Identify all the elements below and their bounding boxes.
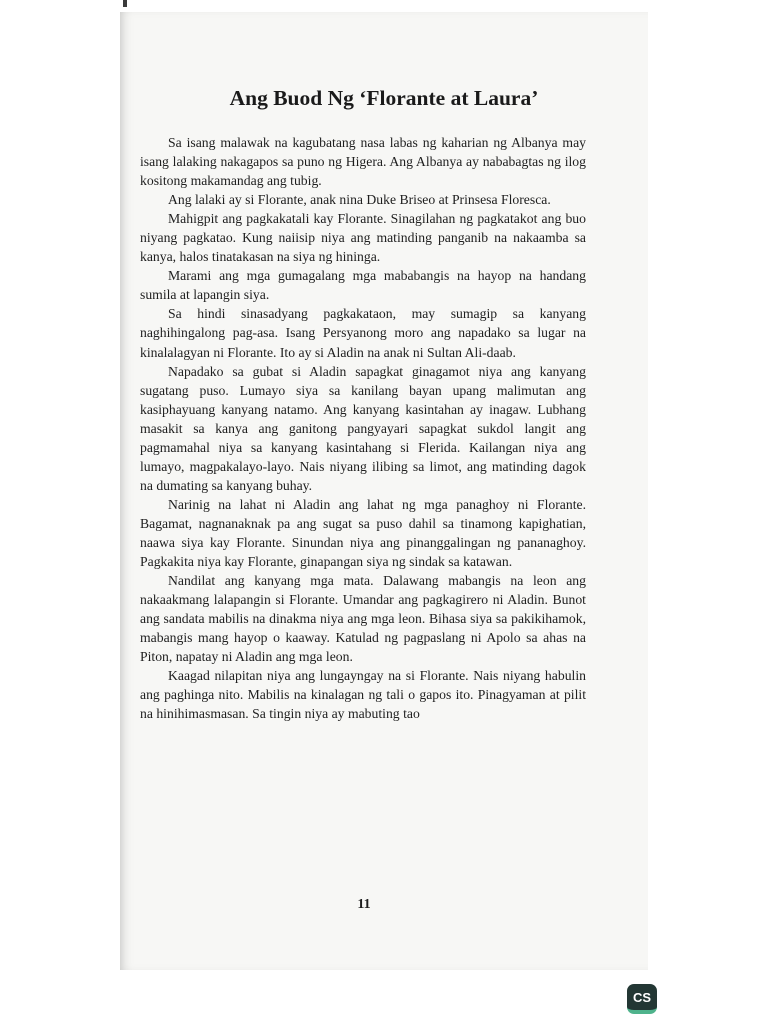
paragraph: Napadako sa gubat si Aladin sapagkat ginagamot niya ang kanyang sugatang puso. Lumayo siya sa kanilang bayan upang malimutan ang kasiphayuang kanyang natamo. Ang kanyang kasintahan ay inagaw. Lubhang masakit sa kanya ang ganitong pangyayari sapagkat sukdol langit ang pagmamahal niya sa kanyang kasintahang si Flerida. Kailangan niya ang lumayo, magpakalayo-layo. Nais niyang ilibing sa limot, ang matinding dagok na dumating sa kanyang buhay.: [140, 363, 586, 493]
paragraph: Narinig na lahat ni Aladin ang lahat ng mga panaghoy ni Florante. Bagamat, nagnanaknak pa ang sugat sa puso dahil sa tinamong kapighatian, naawa siya kay Florante. Sinundan niya ang pinanggalingan ng pananaghoy. Pagkakita niya kay Florante, ginapangan siya ng sindak sa katawan.: [140, 496, 586, 570]
camscanner-logo-icon: CS: [627, 984, 657, 1014]
paragraph: Sa isang malawak na kagubatang nasa labas ng kaharian ng Albanya may isang lalaking nakagapos sa puno ng Higera. Ang Albanya ay nababagtas ng ilog kositong makamandag ang tubig.: [140, 135, 586, 189]
paragraph: Nandilat ang kanyang mga mata. Dalawang mabangis na leon ang nakaakmang lalapangin si Florante. Umandar ang pagkagirero ni Aladin. Bunot ang sandata mabilis na dinakma niya ang mga leon. Bihasa siya sa pakikihamok, mabangis mang hayop o kaaway. Katulad ng pagpaslang ni Apolo sa ahas na Piton, napatay ni Aladin ang mga leon.: [140, 573, 586, 665]
paragraph: Sa hindi sinasadyang pagkakataon, may sumagip sa kanyang naghihingalong pag-asa. Isang Persyanong moro ang napadako sa lugar na kinalalagyan ni Florante. Ito ay si Aladin na anak ni Sultan Ali-daab.: [140, 306, 586, 360]
paragraph: Mahigpit ang pagkakatali kay Florante. Sinagilahan ng pagkatakot ang buo niyang pagkatao. Kung naiisip niya ang matinding panganib na nakaamba sa kanya, halos tinatakasan na siya ng hininga.: [140, 211, 586, 265]
page-title: Ang Buod Ng ‘Florante at Laura’: [229, 86, 539, 110]
summary-body: [140, 133, 586, 723]
paragraph: Kaagad nilapitan niya ang lungayngay na si Florante. Nais niyang habulin ang paghinga nito. Mabilis na kinalagan ng tali o gapos ito. Pinagyaman at pilit na hinihimasmasan. Sa tingin niya ay mabuting tao: [140, 668, 586, 722]
page-number: 11: [357, 897, 371, 912]
paragraph: Marami ang mga gumagalang mga mababangis na hayop na handang sumila at lapangin siya.: [140, 268, 586, 303]
scan-edge-mark: [123, 0, 127, 7]
paragraph: Ang lalaki ay si Florante, anak nina Duke Briseo at Prinsesa Floresca.: [168, 192, 551, 208]
